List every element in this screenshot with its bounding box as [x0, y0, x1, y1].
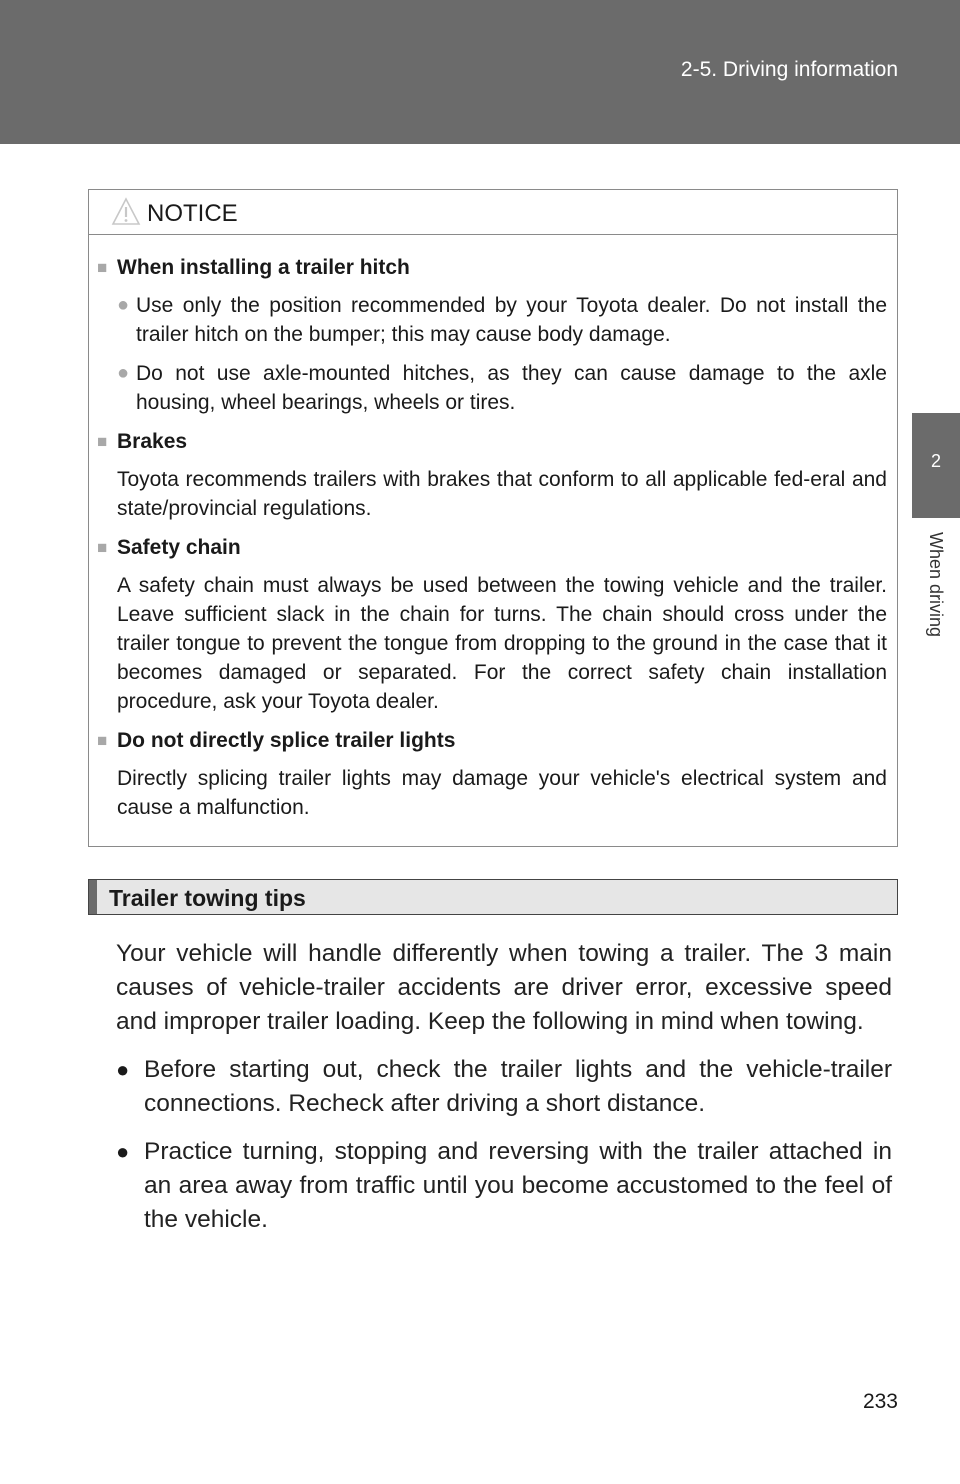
- notice-heading: ■ When installing a trailer hitch: [97, 253, 887, 282]
- warning-triangle-icon: [111, 197, 141, 232]
- notice-paragraph: Directly splicing trailer lights may damage your vehicle's electrical system and cause a malfunction.: [117, 767, 887, 819]
- section-breadcrumb: 2-5. Driving information: [680, 58, 898, 81]
- section-heading-bar: [88, 879, 898, 915]
- notice-heading: ■ Brakes: [97, 427, 887, 456]
- tip-bullet: ● Practice turning, stopping and reversing with the trailer attached in an area away from traffic until you become accustomed to the feel of the vehicle.: [116, 1135, 892, 1237]
- section-bar-accent: [89, 880, 97, 914]
- square-bullet-icon: ■: [97, 731, 108, 750]
- circle-bullet-icon: ●: [117, 362, 130, 384]
- chapter-tab-label: When driving: [926, 532, 946, 638]
- chapter-tab-number: 2: [912, 413, 960, 518]
- notice-paragraph: A safety chain must always be used between the towing vehicle and the trailer. Leave sufficient slack in the chain for turns. The chain should cross under the trailer tongue to prevent the tongue from dropping to the ground in the case that it becomes damaged or separated. For the correct safety chain installation procedure, ask your Toyota dealer.: [117, 574, 887, 713]
- bullet-dot-icon: ●: [116, 1139, 130, 1164]
- square-bullet-icon: ■: [97, 432, 108, 451]
- page-number: 233: [862, 1390, 898, 1413]
- tip-bullet: ● Before starting out, check the trailer lights and the vehicle-trailer connections. Recheck after driving a short distance.: [116, 1053, 892, 1121]
- page-header: [0, 0, 960, 144]
- notice-heading: ■ Do not directly splice trailer lights: [97, 726, 887, 755]
- bullet-dot-icon: ●: [116, 1057, 130, 1082]
- notice-bullet: ● Use only the position recommended by your Toyota dealer. Do not install the trailer hitch on the bumper; this may cause body damage.: [117, 291, 887, 349]
- intro-paragraph: Your vehicle will handle differently when towing a trailer. The 3 main causes of vehicle-trailer accidents are driver error, excessive speed and improper trailer loading. Keep the following in mind when towing.: [116, 940, 892, 1035]
- square-bullet-icon: ■: [97, 258, 108, 277]
- notice-paragraph: Toyota recommends trailers with brakes that conform to all applicable fed-eral and state/provincial regulations.: [117, 468, 887, 520]
- notice-title: NOTICE: [147, 200, 238, 227]
- notice-heading: ■ Safety chain: [97, 533, 887, 562]
- section-title: Trailer towing tips: [109, 885, 306, 911]
- notice-header: [89, 190, 897, 235]
- circle-bullet-icon: ●: [117, 294, 130, 316]
- notice-bullet: ● Do not use axle-mounted hitches, as they can cause damage to the axle housing, wheel bearings, wheels or tires.: [117, 359, 887, 417]
- square-bullet-icon: ■: [97, 538, 108, 557]
- notice-body: [89, 235, 897, 822]
- notice-box: [88, 189, 898, 847]
- section-body: [116, 937, 892, 1251]
